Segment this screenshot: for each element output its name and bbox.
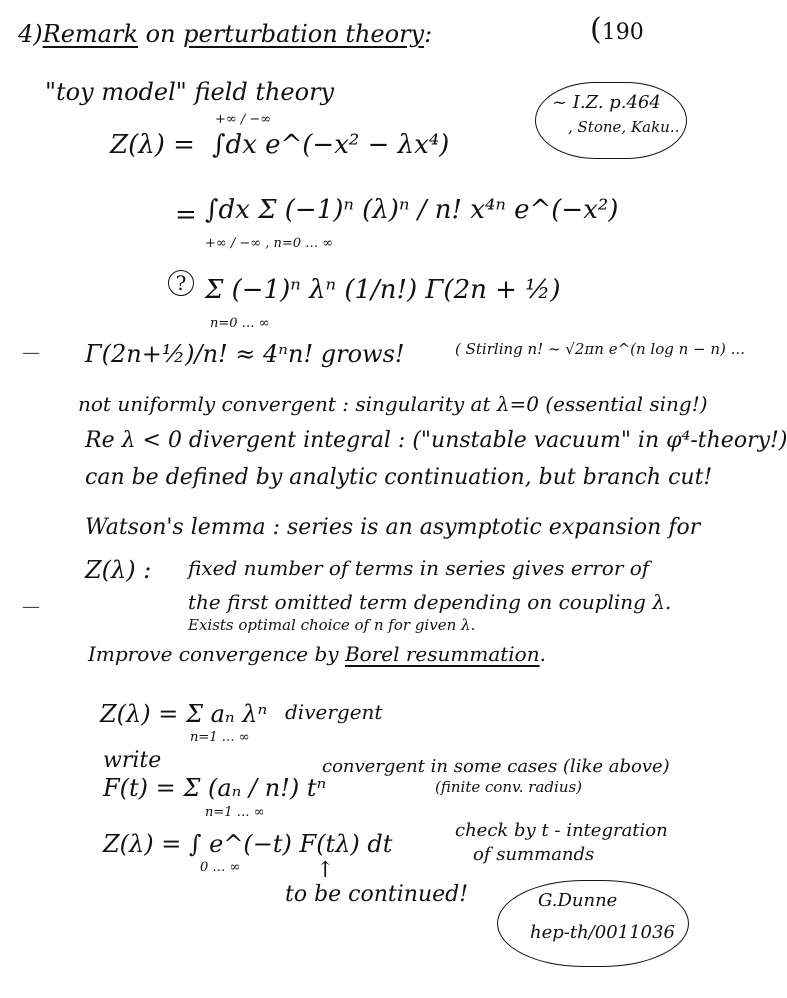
up-arrow-icon: ↑ (316, 858, 335, 883)
eq5-note-2: (finite conv. radius) (435, 778, 583, 796)
eq4-body: Z(λ) = Σ aₙ λⁿ (100, 700, 268, 728)
eq5-limits: n=1 … ∞ (205, 805, 265, 820)
eq5-note-1: convergent in some cases (like above) (322, 756, 670, 777)
note-analytic-continuation: can be defined by analytic continuation, but branch cut! (85, 465, 713, 490)
growth-statement: Γ(2n+½)/n! ≈ 4ⁿn! grows! (85, 340, 405, 368)
reference-line-2: , Stone, Kaku.. (568, 118, 680, 136)
eq5-body: F(t) = Σ (aₙ / n!) tⁿ (103, 774, 327, 802)
margin-mark-1: — (22, 342, 40, 363)
eq4-note: divergent (285, 700, 383, 724)
eq4-limits: n=1 … ∞ (190, 730, 250, 745)
eq2-lhs: = (175, 200, 197, 230)
eq2-limits: +∞ / −∞ , n=0 … ∞ (205, 236, 334, 251)
eq6-body: Z(λ) = ∫ e^(−t) F(tλ) dt (103, 830, 393, 858)
borel-resummation-term: Borel resummation (344, 642, 540, 666)
eq1-lhs: Z(λ) = (110, 130, 195, 160)
write-label: write (103, 748, 162, 773)
eq1-body: ∫dx e^(−x² − λx⁴) (212, 130, 450, 160)
eq6-limits: 0 … ∞ (200, 860, 241, 875)
reference-line-1: ~ I.Z. p.464 (552, 92, 661, 113)
watson-line-3: the first omitted term depending on coupling λ. (188, 590, 672, 614)
eq1-limits: +∞ / −∞ (215, 112, 272, 127)
eq6-note-2: of summands (473, 844, 595, 865)
note-divergent-integral: Re λ < 0 divergent integral : ("unstable vacuum" in φ⁴-theory!) (85, 428, 787, 453)
watson-line-4: Exists optimal choice of n for given λ. (188, 616, 476, 634)
margin-mark-2: — (22, 596, 40, 617)
to-be-continued: to be continued! (285, 882, 469, 907)
watson-line-2: fixed number of terms in series gives error of (188, 556, 650, 580)
eq3-limits: n=0 … ∞ (210, 316, 270, 331)
signature-reference: hep-th/0011036 (530, 922, 675, 943)
signature-name: G.Dunne (538, 890, 618, 911)
section-heading: 4)Remark on perturbation theory: (18, 20, 433, 48)
eq2-body: ∫dx Σ (−1)ⁿ (λ)ⁿ / n! x⁴ⁿ e^(−x²) (205, 195, 619, 225)
eq6-note-1: check by t - integration (455, 820, 668, 841)
question-mark: ? (168, 270, 194, 296)
borel-statement: Improve convergence by Borel resummation. (88, 642, 546, 666)
eq3-body: Σ (−1)ⁿ λⁿ (1/n!) Γ(2n + ½) (205, 275, 561, 305)
page-number: (190 (590, 12, 644, 47)
watson-lhs: Z(λ) : (85, 556, 152, 584)
note-uniform-convergence: not uniformly convergent : singularity at λ=0 (essential sing!) (78, 392, 708, 416)
watson-line-1: Watson's lemma : series is an asymptotic expansion for (85, 515, 701, 540)
toy-model-label: "toy model" field theory (45, 78, 335, 106)
stirling-note: ( Stirling n! ~ √2πn e^(n log n − n) ... (455, 340, 745, 358)
